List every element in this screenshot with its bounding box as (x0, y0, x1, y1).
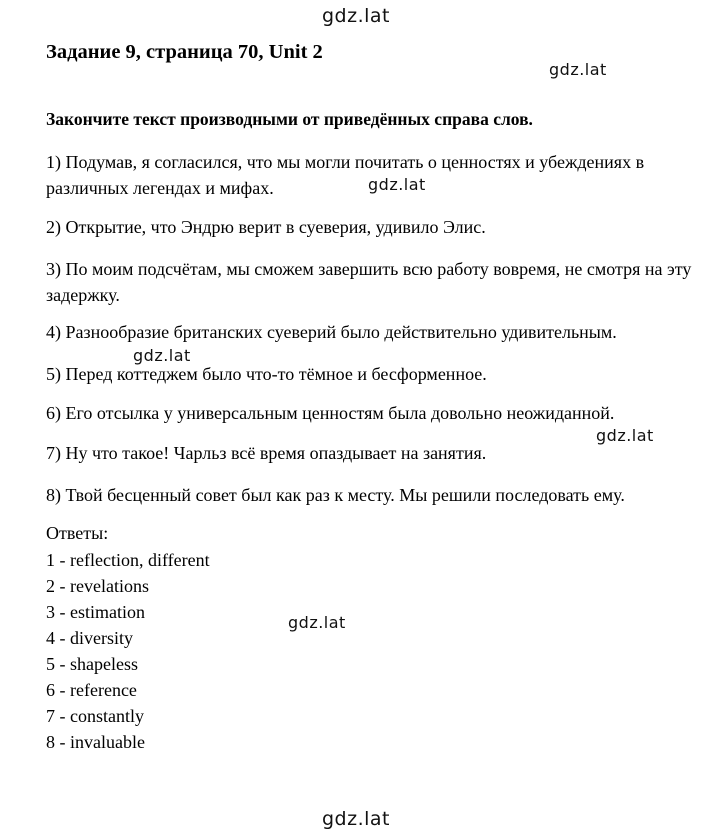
answer-item-4: 4 - diversity (46, 628, 133, 648)
exercise-item-7: 7) Ну что такое! Чарльз всё время опаздывает на занятия. (46, 443, 487, 463)
exercise-item-2: 2) Открытие, что Эндрю верит в суеверия, удивило Элис. (46, 217, 486, 237)
exercise-item-3: 3) По моим подсчётам, мы сможем завершить всю работу вовремя, не смотря на эту задержку. (46, 259, 692, 305)
watermark: gdz.lat (322, 808, 391, 830)
watermark: gdz.lat (322, 5, 391, 27)
watermark: gdz.lat (549, 60, 607, 79)
page-title: Задание 9, страница 70, Unit 2 (46, 41, 323, 63)
answer-item-2: 2 - revelations (46, 576, 149, 596)
exercise-item-1: 1) Подумав, я согласился, что мы могли почитать о ценностях и убеждениях в различных легендах и мифах. (46, 152, 645, 198)
watermark: gdz.lat (368, 175, 426, 194)
watermark: gdz.lat (288, 613, 346, 632)
task-instruction: Закончите текст производными от приведённых справа слов. (46, 109, 533, 129)
answers-heading: Ответы: (46, 523, 109, 543)
watermark: gdz.lat (133, 346, 191, 365)
answer-item-8: 8 - invaluable (46, 732, 145, 752)
answer-item-7: 7 - constantly (46, 706, 144, 726)
answer-item-1: 1 - reflection, different (46, 550, 210, 570)
exercise-item-8: 8) Твой бесценный совет был как раз к месту. Мы решили последовать ему. (46, 485, 625, 505)
answer-item-5: 5 - shapeless (46, 654, 138, 674)
answer-item-3: 3 - estimation (46, 602, 145, 622)
answer-item-6: 6 - reference (46, 680, 137, 700)
exercise-item-6: 6) Его отсылка у универсальным ценностям была довольно неожиданной. (46, 403, 615, 423)
exercise-item-4: 4) Разнообразие британских суеверий было действительно удивительным. (46, 322, 617, 342)
watermark: gdz.lat (596, 426, 654, 445)
exercise-item-5: 5) Перед коттеджем было что-то тёмное и бесформенное. (46, 364, 487, 384)
